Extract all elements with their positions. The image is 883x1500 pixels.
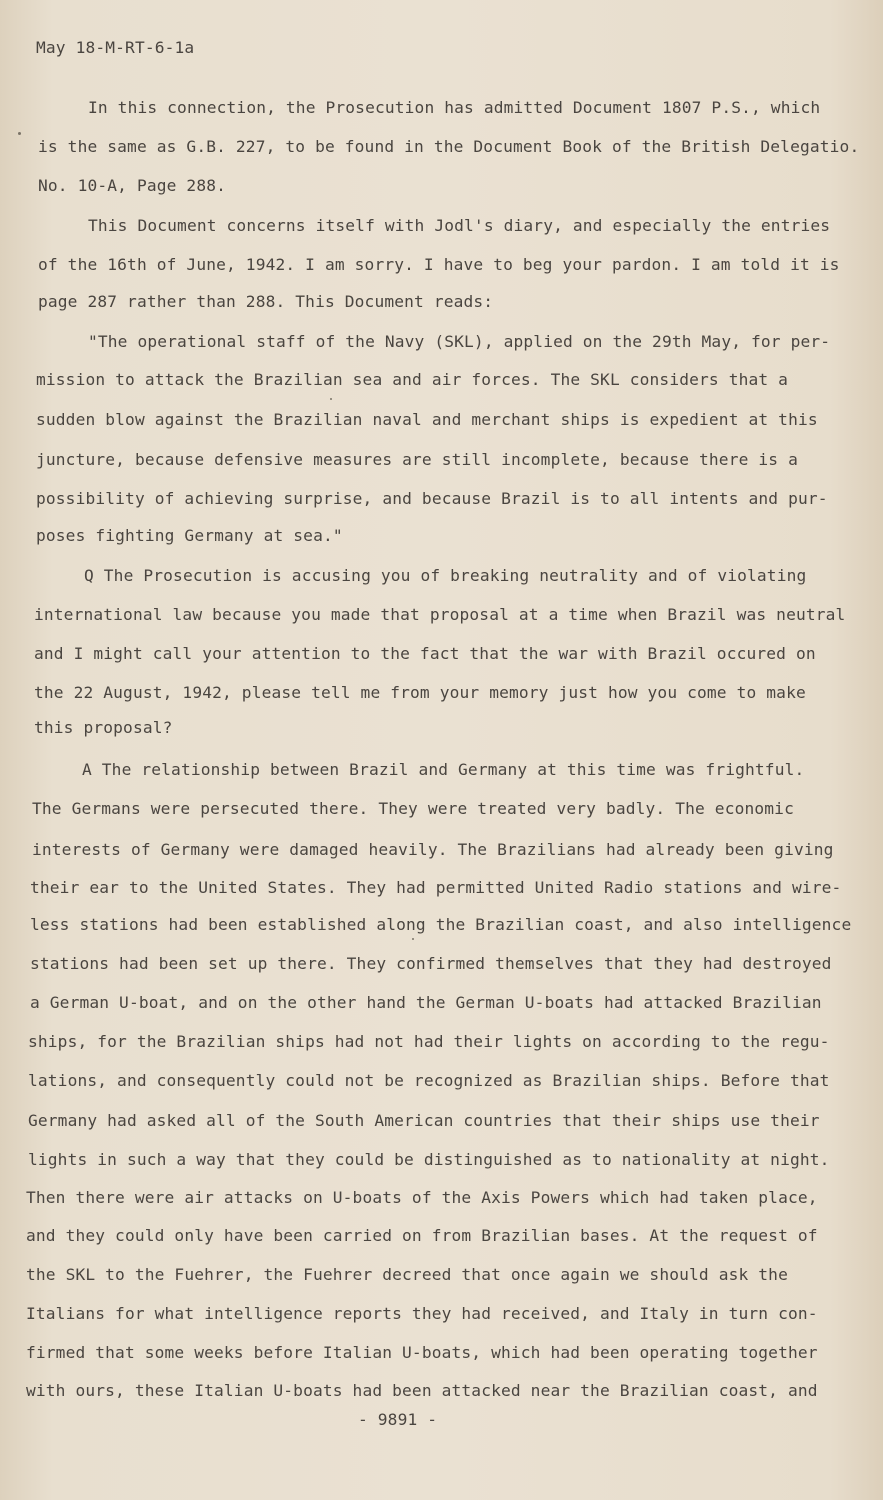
text-line: international law because you made that proposal at a time when Brazil was neutral <box>34 605 846 624</box>
text-line: Then there were air attacks on U-boats of the Axis Powers which had taken place, <box>26 1188 818 1207</box>
page-number: - 9891 - <box>358 1410 438 1429</box>
text-line: mission to attack the Brazilian sea and air forces. The SKL considers that a <box>36 370 789 389</box>
paper-speck <box>412 938 414 940</box>
text-line: Q The Prosecution is accusing you of breaking neutrality and of violating <box>84 566 807 585</box>
text-line: and I might call your attention to the fact that the war with Brazil occured on <box>34 644 816 663</box>
text-line: The Germans were persecuted there. They were treated very badly. The economic <box>32 799 794 818</box>
text-line: In this connection, the Prosecution has admitted Document 1807 P.S., which <box>88 98 821 117</box>
text-line: lights in such a way that they could be distinguished as to nationality at night. <box>28 1150 830 1169</box>
document-header: May 18-M-RT-6-1a <box>36 38 195 57</box>
text-line: sudden blow against the Brazilian naval and merchant ships is expedient at this <box>36 410 818 429</box>
text-line: this proposal? <box>34 718 173 737</box>
text-line: Germany had asked all of the South American countries that their ships use their <box>28 1111 820 1130</box>
text-line: a German U-boat, and on the other hand the German U-boats had attacked Brazilian <box>30 993 822 1012</box>
text-line: firmed that some weeks before Italian U-boats, which had been operating together <box>26 1343 818 1362</box>
text-line: poses fighting Germany at sea." <box>36 526 343 545</box>
text-line: Italians for what intelligence reports they had received, and Italy in turn con- <box>26 1304 818 1323</box>
text-line: and they could only have been carried on from Brazilian bases. At the request of <box>26 1226 818 1245</box>
text-line: interests of Germany were damaged heavily. The Brazilians had already been giving <box>32 840 834 859</box>
text-line: A The relationship between Brazil and Germany at this time was frightful. <box>82 760 805 779</box>
text-line: lations, and consequently could not be recognized as Brazilian ships. Before that <box>28 1071 830 1090</box>
text-line: stations had been set up there. They confirmed themselves that they had destroyed <box>30 954 832 973</box>
text-line: less stations had been established along the Brazilian coast, and also intelligence <box>30 915 852 934</box>
text-line: page 287 rather than 288. This Document reads: <box>38 292 494 311</box>
text-line: the SKL to the Fuehrer, the Fuehrer decreed that once again we should ask the <box>26 1265 788 1284</box>
text-line: ships, for the Brazilian ships had not had their lights on according to the regu- <box>28 1032 830 1051</box>
text-line: of the 16th of June, 1942. I am sorry. I have to beg your pardon. I am told it is <box>38 255 840 274</box>
text-line: No. 10-A, Page 288. <box>38 176 227 195</box>
text-line: is the same as G.B. 227, to be found in the Document Book of the British Delegatio. <box>38 137 860 156</box>
text-line: with ours, these Italian U-boats had been attacked near the Brazilian coast, and <box>26 1381 818 1400</box>
text-line: possibility of achieving surprise, and because Brazil is to all intents and pur- <box>36 489 828 508</box>
text-line: "The operational staff of the Navy (SKL), applied on the 29th May, for per- <box>88 332 831 351</box>
paper-speck <box>330 398 332 400</box>
text-line: juncture, because defensive measures are still incomplete, because there is a <box>36 450 798 469</box>
text-line: their ear to the United States. They had permitted United Radio stations and wire- <box>30 878 842 897</box>
text-line: This Document concerns itself with Jodl's diary, and especially the entries <box>88 216 831 235</box>
text-line: the 22 August, 1942, please tell me from your memory just how you come to make <box>34 683 806 702</box>
paper-speck <box>18 132 21 135</box>
